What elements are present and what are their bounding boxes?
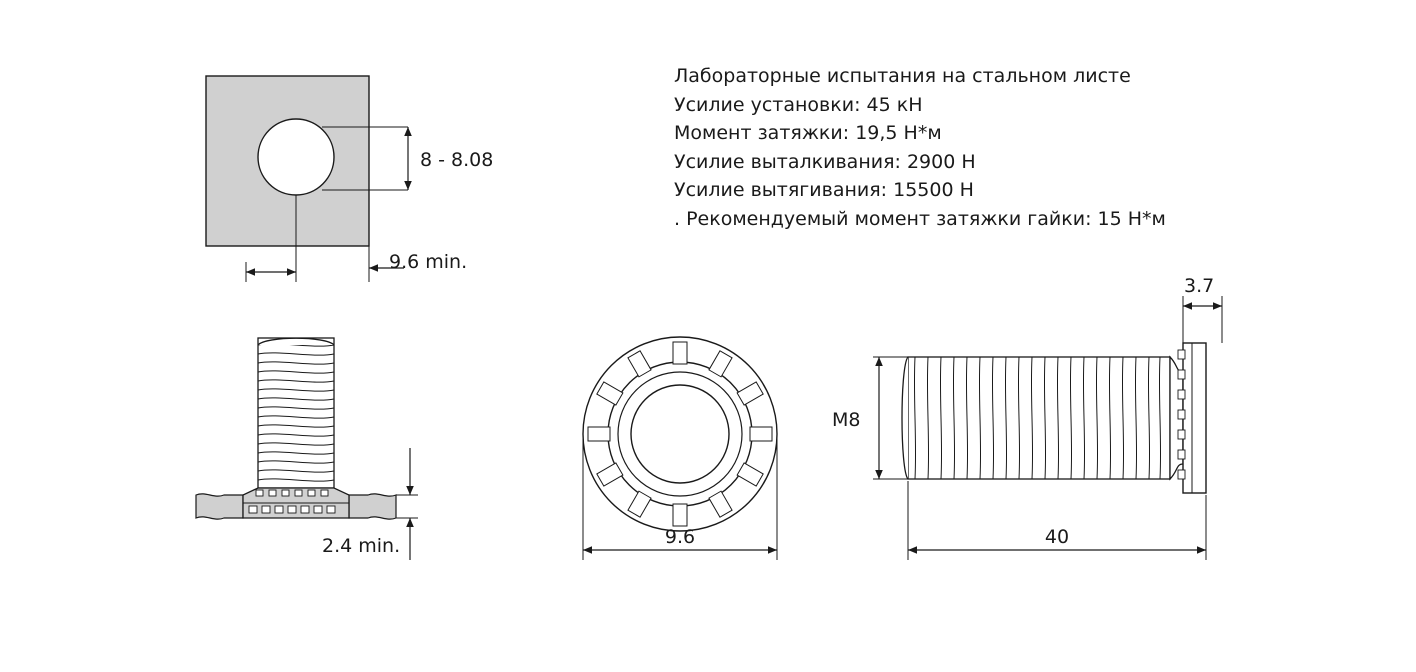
arrowhead-up [404,127,412,136]
spec-line-2: Момент затяжки: 19,5 Н*м [674,122,942,144]
spec-line-4: Усилие вытягивания: 15500 Н [674,179,974,201]
pilot-hole-circle [258,119,334,195]
sheet-section-right [349,494,396,519]
stud-body-outline [258,338,334,488]
arrowhead-left-4 [1183,302,1192,310]
arrowhead-right-3 [768,546,777,554]
spec-line-1: Усилие установки: 45 кН [674,93,923,116]
spec-line-0: Лабораторные испытания на стальном листе [674,65,1131,87]
arrowhead-down [404,181,412,190]
spec-line-5: . Рекомендуемый момент затяжки гайки: 15 Н*м [674,207,1166,230]
arrowhead-right-2 [369,264,378,272]
stud-head-flange [1183,343,1206,493]
flange-front-view [583,337,777,560]
head-height-label: 3.7 [1184,275,1215,297]
stud-left-end [902,357,908,479]
knurl-teeth-group [249,506,335,513]
sheet-section-left [196,494,243,519]
hole-diameter-label: 8 - 8.08 [420,149,494,171]
plate-plan-view [206,76,493,282]
arrowhead-up-3 [875,357,883,366]
arrowhead-up-2 [406,518,414,527]
flange-diameter-label: 9.6 [664,526,696,548]
overall-length-label: 40 [1044,526,1070,548]
arrowhead-down-2 [406,486,414,495]
arrowhead-left [246,268,255,276]
thread-inner-circle [631,385,729,483]
arrowhead-right [287,268,296,276]
arrowhead-right-5 [1197,546,1206,554]
sheet-thickness-label: 2.4 min. [322,535,401,557]
edge-distance-label: 9.6 min. [389,251,468,273]
installed-stud-side-view [196,338,418,560]
arrowhead-left-5 [908,546,917,554]
arrowhead-left-3 [583,546,592,554]
arrowhead-right-4 [1213,302,1222,310]
arrowhead-down-3 [875,470,883,479]
spec-line-3: Усилие выталкивания: 2900 Н [674,150,976,173]
lab-test-specifications [674,62,1294,233]
thread-size-label: M8 [832,409,861,431]
thread-body-outline [908,357,1170,479]
stud-profile-view [832,275,1222,560]
